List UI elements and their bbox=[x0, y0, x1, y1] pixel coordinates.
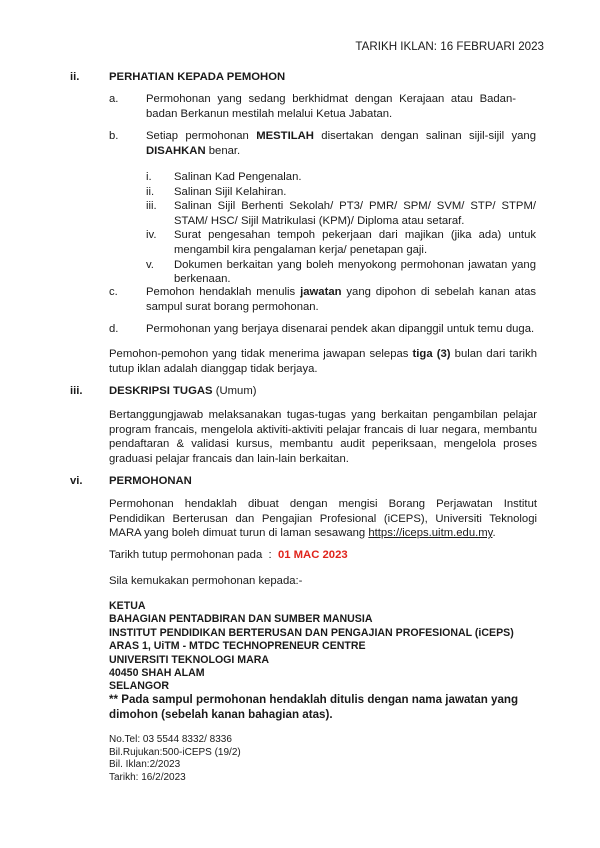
address-line: INSTITUT PENDIDIKAN BERTERUSAN DAN PENGAJIAN PROFESIONAL (iCEPS) bbox=[109, 626, 514, 639]
reference-number: Bil.Rujukan:500-iCEPS (19/2) bbox=[109, 746, 241, 758]
section-number: ii. bbox=[70, 71, 80, 83]
address-line: BAHAGIAN PENTADBIRAN DAN SUMBER MANUSIA bbox=[109, 613, 373, 626]
list-item: v. Dokumen berkaitan yang boleh menyokong permohonan jawatan yang berkenaan. bbox=[146, 258, 536, 286]
address-line: KETUA bbox=[109, 600, 146, 612]
job-description-text: Bertanggungjawab melaksanakan tugas-tugas yang berkaitan pengambilan pelajar program francais, mengelola aktiviti-aktiviti pelajar francais di luar negara, membantu pendaftaran & validasi kursus, membantu audit peperiksaan, mengelola proses graduasi pelajar francais dan lain-lain berkaitan. bbox=[109, 409, 537, 465]
item-c-text: Pemohon hendaklah menulis jawatan yang dipohon di sebelah kanan atas sampul surat borang permohonan. bbox=[146, 286, 536, 313]
advert-number: Bil. Iklan:2/2023 bbox=[109, 759, 181, 771]
address-line: ARAS 1, UiTM - MTDC TECHNOPRENEUR CENTRE bbox=[109, 640, 366, 653]
no-reply-note: Pemohon-pemohon yang tidak menerima jawapan selepas tiga (3) bulan dari tarikh tutup iklan adalah dianggap tidak berjaya. bbox=[109, 348, 537, 375]
section-title-job-description: DESKRIPSI TUGAS (Umum) bbox=[109, 385, 257, 397]
send-to-label: Sila kemukakan permohonan kepada:- bbox=[109, 575, 303, 587]
address-line: 40450 SHAH ALAM bbox=[109, 667, 205, 680]
item-label-d: d. bbox=[109, 323, 119, 335]
item-b-text: Setiap permohonan MESTILAH disertakan dengan salinan sijil-sijil yang DISAHKAN benar. bbox=[146, 130, 536, 157]
advert-date: TARIKH IKLAN: 16 FEBRUARI 2023 bbox=[355, 40, 544, 53]
envelope-note: ** Pada sampul permohonan hendaklah ditulis dengan nama jawatan yang dimohon (sebelah kanan bahagian atas). bbox=[109, 693, 519, 721]
item-a-text: Permohonan yang sedang berkhidmat dengan Kerajaan atau Badan-badan Berkanun mestilah melalui Ketua Jabatan. bbox=[146, 93, 516, 120]
list-item: i. Salinan Kad Pengenalan. bbox=[146, 171, 302, 183]
section-number: vi. bbox=[70, 475, 83, 487]
reference-block bbox=[109, 734, 241, 784]
closing-date-line: Tarikh tutup permohonan pada : 01 MAC 2023 bbox=[109, 549, 348, 561]
application-instructions: Permohonan hendaklah dibuat dengan mengisi Borang Perjawatan Institut Pendidikan Berterusan dan Pengajian Profesional (iCEPS), Universiti Teknologi MARA yang boleh dimuat turun di laman sesawang https://iceps.uitm.edu.my. bbox=[109, 498, 537, 540]
item-label-b: b. bbox=[109, 130, 119, 142]
iceps-website-link[interactable]: https://iceps.uitm.edu.my bbox=[368, 527, 493, 540]
section-title-applicant-notice: PERHATIAN KEPADA PEMOHON bbox=[109, 71, 286, 83]
list-item: iv. Surat pengesahan tempoh pekerjaan dari majikan (jika ada) untuk mengambil kira pengalaman kerja/ penetapan gaji. bbox=[146, 229, 536, 256]
item-d-text: Permohonan yang berjaya disenarai pendek akan dipanggil untuk temu duga. bbox=[146, 323, 535, 335]
address-line: UNIVERSITI TEKNOLOGI MARA bbox=[109, 653, 270, 666]
list-item: ii. Salinan Sijil Kelahiran. bbox=[146, 185, 287, 198]
item-label-c: c. bbox=[109, 286, 118, 298]
section-number: iii. bbox=[70, 385, 83, 397]
mailing-address bbox=[109, 600, 514, 694]
closing-date: 01 MAC 2023 bbox=[277, 549, 348, 561]
section-title-application: PERMOHONAN bbox=[109, 475, 192, 487]
address-line: SELANGOR bbox=[109, 680, 170, 693]
reference-date: Tarikh: 16/2/2023 bbox=[109, 771, 186, 783]
phone-number: No.Tel: 03 5544 8332/ 8336 bbox=[109, 734, 232, 745]
document-list bbox=[146, 170, 536, 287]
list-item: iii. Salinan Sijil Berhenti Sekolah/ PT3/ PMR/ SPM/ SVM/ STP/ STPM/ STAM/ HSC/ Sijil Matrikulasi (KPM)/ Diploma atau setaraf. bbox=[146, 200, 536, 227]
item-label-a: a. bbox=[109, 93, 119, 105]
